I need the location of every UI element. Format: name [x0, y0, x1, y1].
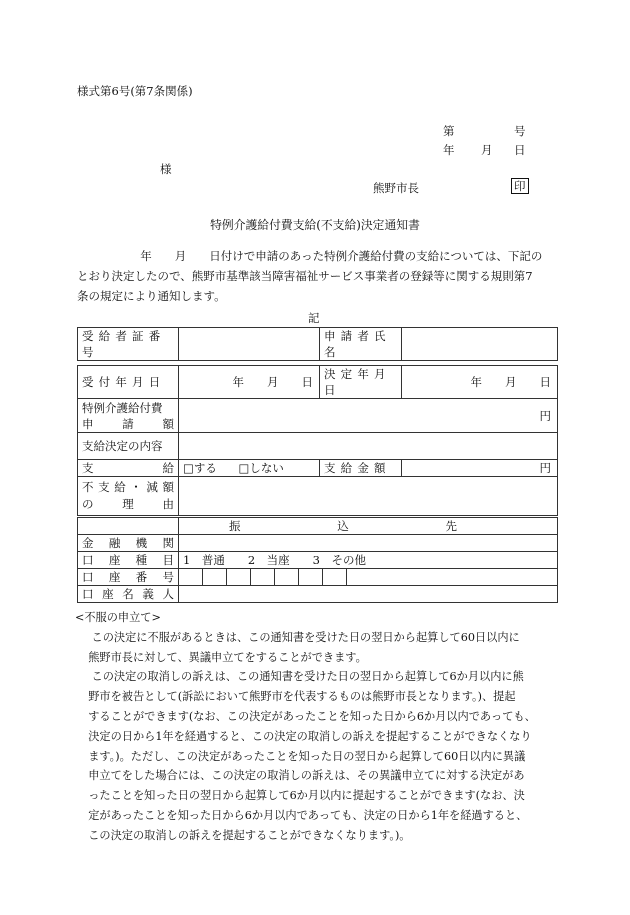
doc-number-go: 号: [514, 124, 526, 138]
objection-notes: [77, 608, 559, 846]
account-number-digit-7[interactable]: [323, 569, 347, 586]
reason-label-char-2: 理: [122, 497, 134, 511]
account-type-options[interactable]: 1 普通 2 当座 3 その他: [179, 552, 558, 569]
payment-amount-label: 支給金額: [320, 460, 402, 477]
notes-heading: <不服の申立て>: [75, 611, 161, 624]
notes-p1-line-2: 熊野市長に対して、異議申立てをすることができます。: [88, 650, 367, 664]
notes-p2-line-8: 定があったことを知った日から6か月以内であっても、決定の日から1年を経過すると、: [88, 808, 528, 822]
account-holder-field[interactable]: [179, 586, 558, 603]
requested-amount-label-2: [82, 416, 174, 432]
payment-label-char-1: 支: [82, 461, 94, 475]
notes-p2-line-5: ます。)。ただし、この決定があったことを知った日の翌日から起算して60日以内に異議: [88, 749, 526, 763]
intro-line-2: とおり決定したので、熊野市基準該当障害福祉サービス事業者の登録等に関する規則第7: [77, 269, 533, 283]
account-number-digit-5[interactable]: [275, 569, 299, 586]
reason-label-char-3: 由: [162, 497, 174, 511]
decision-content-label: 支給決定の内容: [78, 433, 179, 460]
bank-transfer-table: [77, 517, 558, 603]
recipient-id-field[interactable]: [179, 328, 320, 361]
decision-date-label: 決定年月日: [320, 366, 402, 399]
bank-header-chars: [179, 518, 557, 534]
doc-date-year: 年: [443, 143, 455, 157]
reason-label-1: 不支給・減額: [82, 480, 174, 494]
account-type-label: 口座種目: [78, 552, 179, 569]
bank-header-char-3: 先: [445, 519, 457, 533]
notes-p2-line-6: 申立てをした場合には、この決定の取消しの訴えは、その異議申立てに対する決定があ: [88, 769, 525, 783]
payment-amount-field[interactable]: 円: [402, 460, 558, 477]
account-number-label: 口座番号: [78, 569, 179, 586]
notes-p2-line-7: ったことを知った日の翌日から起算して6か月以内に提起することができます(なお、決: [88, 789, 525, 803]
bank-header-char-2: 込: [337, 519, 349, 533]
applicant-name-field[interactable]: [402, 328, 558, 361]
option-no-checkbox[interactable]: □しない: [238, 461, 284, 475]
account-number-digit-2[interactable]: [203, 569, 227, 586]
decision-date-field[interactable]: 年 月 日: [402, 366, 558, 399]
account-holder-label: 口座名義人: [78, 586, 179, 603]
bank-header-blank: [78, 518, 179, 535]
intro-paragraph: [77, 246, 557, 306]
receipt-date-label: 受付年月日: [78, 366, 179, 399]
recipient-info-table: [77, 327, 558, 361]
reason-label-char-1: の: [82, 497, 94, 511]
account-number-digit-3[interactable]: [227, 569, 251, 586]
bank-name-field[interactable]: [179, 535, 558, 552]
doc-date-month: 月: [481, 143, 493, 157]
payment-label-char-2: 給: [162, 461, 174, 475]
requested-amount-label-1: 特例介護給付費: [82, 400, 163, 415]
account-number-digit-4[interactable]: [251, 569, 275, 586]
recipient-suffix: 様: [160, 162, 172, 176]
decision-content-field[interactable]: [179, 433, 558, 460]
bank-header-char-1: 振: [229, 519, 241, 533]
notes-p2-line-1: この決定の取消しの訴えは、この通知書を受けた日の翌日から起算して6か月以内に熊: [91, 670, 524, 684]
doc-number-dai: 第: [443, 124, 455, 138]
document-title: 特例介護給付費支給(不支給)決定通知書: [210, 218, 420, 232]
seal-text: 印: [511, 178, 529, 194]
bank-header: [179, 518, 558, 535]
receipt-date-field[interactable]: 年 月 日: [179, 366, 320, 399]
account-number-digit-6[interactable]: [299, 569, 323, 586]
seal-mark: [511, 178, 529, 194]
payment-options: [179, 460, 320, 477]
recipient-id-label: 受給者証番号: [78, 328, 179, 361]
ki-mark: 記: [308, 311, 320, 325]
applicant-name-label: 申請者氏名: [320, 328, 402, 361]
requested-amount-label-char-3: 額: [162, 416, 174, 431]
requested-amount-field[interactable]: 円: [179, 399, 558, 433]
form-label: 様式第6号(第7条関係): [77, 84, 193, 98]
requested-amount-label: [78, 399, 179, 433]
issuer: 熊野市長: [373, 181, 419, 195]
notes-p2-line-9: この決定の取消しの訴えを提起することができなくなります。)。: [88, 828, 411, 842]
decision-table: [77, 365, 558, 516]
bank-name-label: 金融機関: [78, 535, 179, 552]
account-number-digit-1[interactable]: [179, 569, 203, 586]
payment-label: [78, 460, 179, 477]
requested-amount-label-char-1: 申: [82, 416, 94, 431]
option-yes-checkbox[interactable]: □する: [183, 461, 217, 475]
payment-label-chars: [82, 460, 174, 476]
reason-field[interactable]: [179, 477, 558, 516]
reason-label: [78, 477, 179, 516]
doc-date-day: 日: [514, 143, 526, 157]
notes-p1-line-1: この決定に不服があるときは、この通知書を受けた日の翌日から起算して60日以内に: [91, 630, 520, 644]
notes-p2-line-4: 決定の日から1年を経過すると、この決定の取消しの訴えを提起することができなくなり: [88, 729, 532, 743]
intro-line-1: 年 月 日付けで申請のあった特例介護給付費の支給については、下記の: [140, 249, 543, 263]
account-number-remainder: [347, 569, 558, 586]
notes-p2-line-3: することができます(なお、この決定があったことを知った日から6か月以内であっても、: [88, 709, 536, 723]
reason-label-2: [82, 496, 174, 513]
notes-p2-line-2: 野市を被告として(訴訟において熊野市を代表するものは熊野市長となります。)、提起: [88, 690, 516, 704]
requested-amount-label-char-2: 請: [122, 416, 134, 431]
intro-line-3: 条の規定により通知します。: [77, 289, 226, 303]
